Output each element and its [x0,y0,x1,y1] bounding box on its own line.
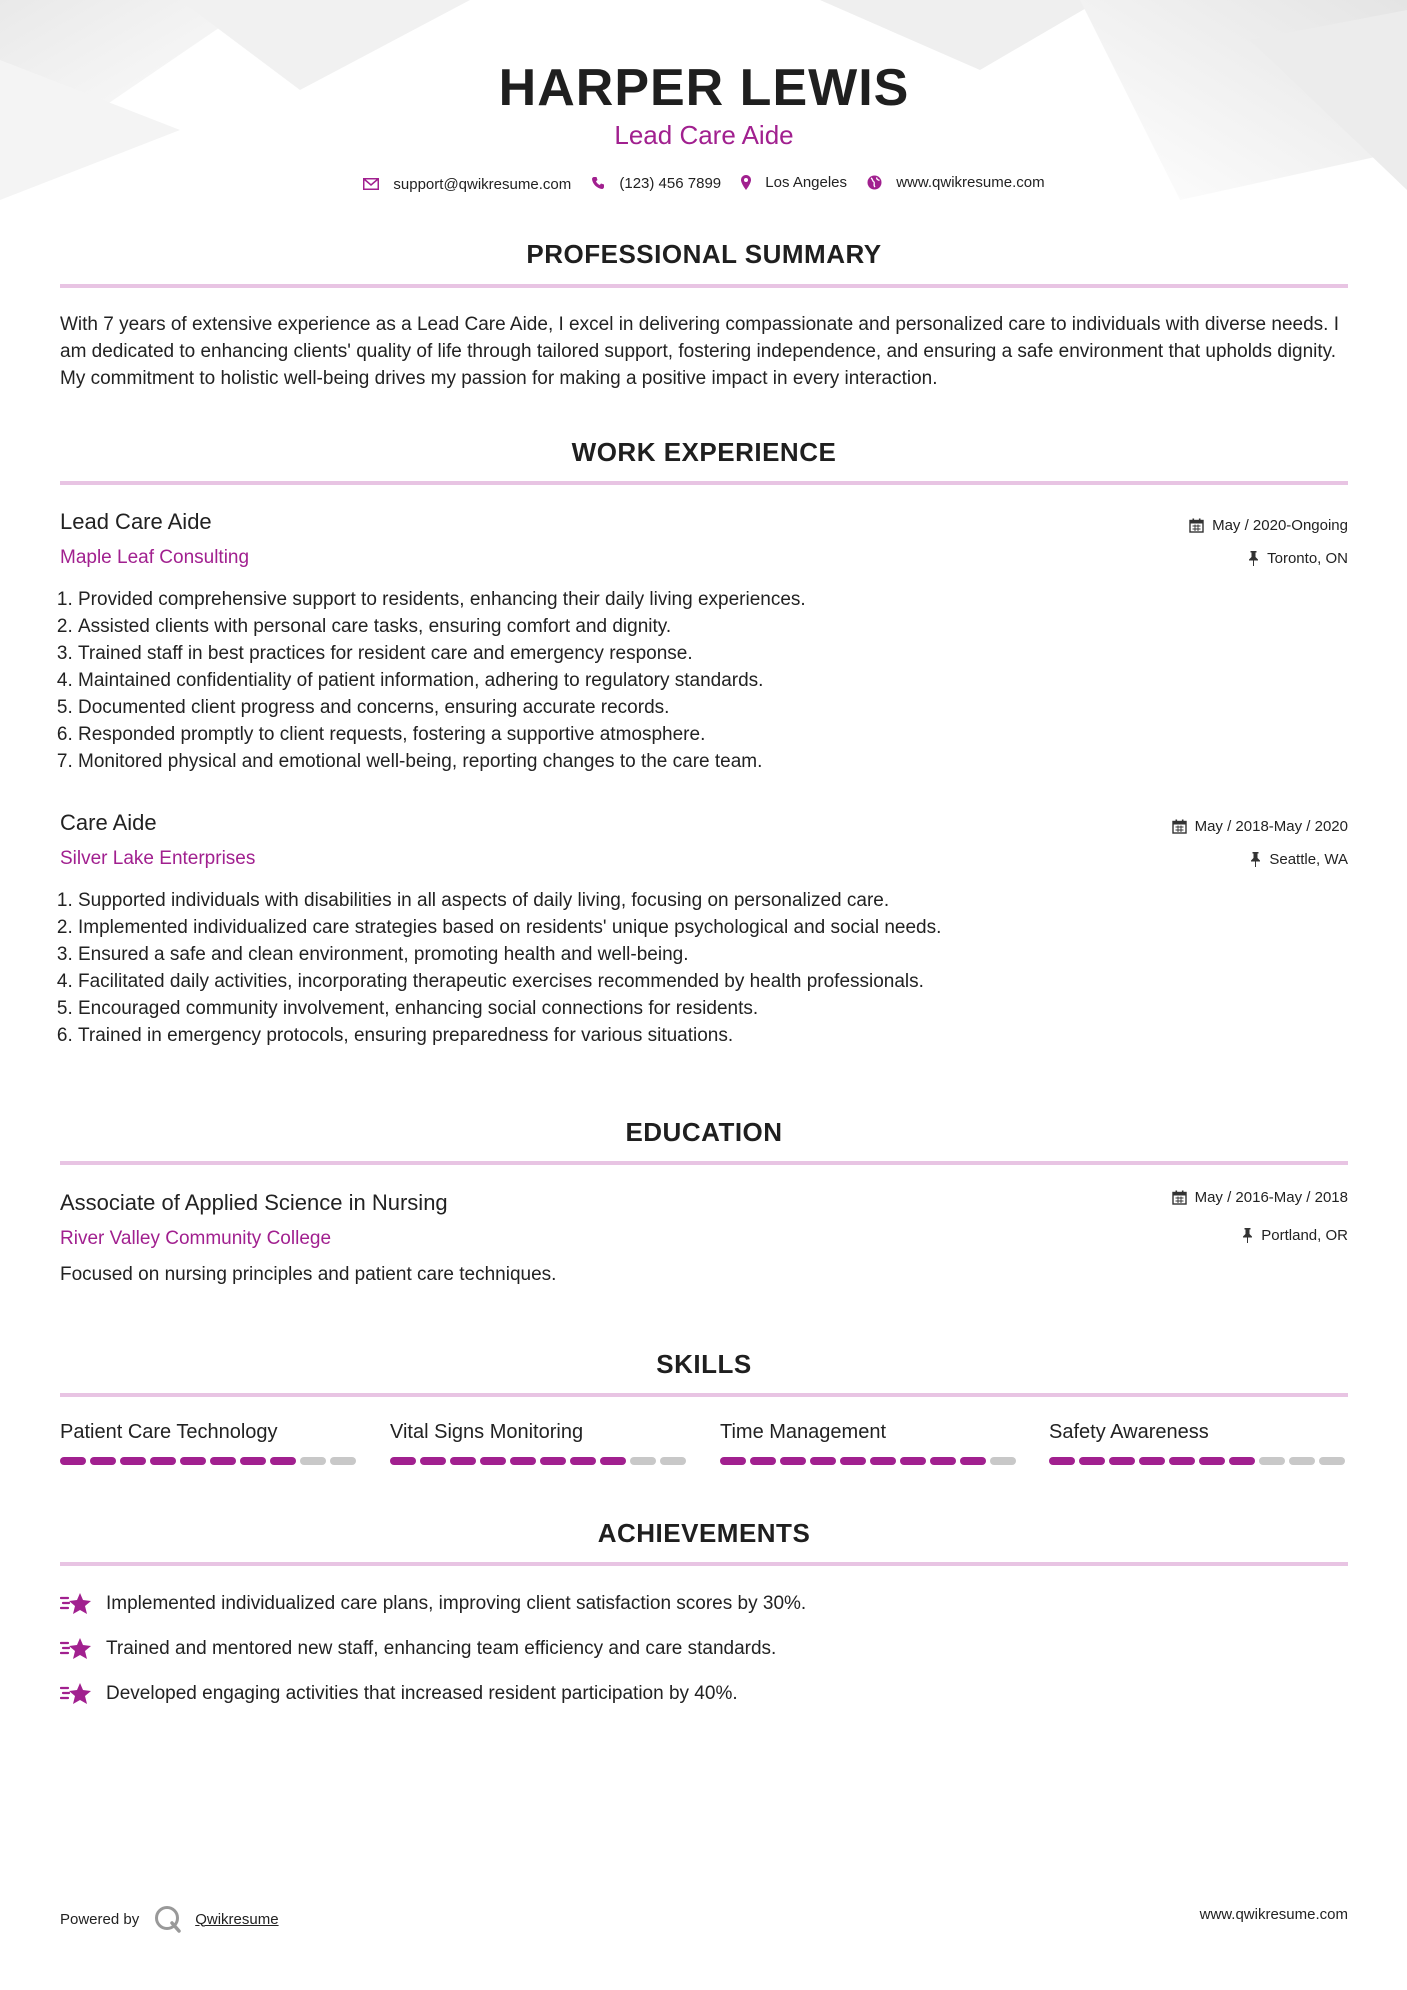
contact-bar [60,174,1348,194]
skill-level-meter [390,1457,690,1465]
skill-item [1049,1421,1349,1465]
skill-dot-empty [1289,1457,1315,1465]
shooting-star-icon [60,1680,94,1708]
section-divider [60,1562,1348,1566]
skill-dot-empty [1319,1457,1345,1465]
skill-dot-filled [510,1457,536,1465]
skill-name: Patient Care Technology [60,1421,278,1443]
job-location: Seattle, WA [1250,851,1348,868]
list-item: 5. Documented client progress and concerns, ensuring accurate records. [78,694,1328,721]
skills-heading: SKILLS [656,1349,752,1379]
skill-dot-filled [150,1457,176,1465]
list-item: 3. Ensured a safe and clean environment, promoting health and well-being. [78,941,1328,968]
education-description: Focused on nursing principles and patient care techniques. [60,1264,557,1285]
candidate-name: HARPER LEWIS [498,59,910,117]
skill-dot-empty [1259,1457,1285,1465]
skill-dot-filled [900,1457,926,1465]
globe-icon [867,175,882,190]
list-item: 5. Encouraged community involvement, enhancing social connections for residents. [78,995,1328,1022]
list-item: 1. Supported individuals with disabilities in all aspects of daily living, focusing on personalized care. [78,887,1328,914]
skill-item [60,1421,360,1465]
phone-icon [591,176,605,190]
calendar-icon [1172,1190,1187,1205]
list-item: 3. Trained staff in best practices for resident care and emergency response. [78,640,1328,667]
section-divider [60,481,1348,485]
skill-dot-filled [1169,1457,1195,1465]
contact-website[interactable]: www.qwikresume.com [867,174,1044,191]
job-dates: May / 2020-Ongoing [1189,517,1348,534]
education-location: Portland, OR [1242,1227,1348,1244]
achievement-item: Developed engaging activities that increased resident participation by 40%. [60,1680,738,1708]
skill-dot-filled [120,1457,146,1465]
list-item: 1. Provided comprehensive support to residents, enhancing their daily living experiences. [78,586,1328,613]
skill-dot-filled [570,1457,596,1465]
skill-dot-filled [420,1457,446,1465]
contact-email[interactable]: support@qwikresume.com [363,176,571,193]
job-location: Toronto, ON [1248,550,1348,567]
skill-name: Time Management [720,1421,886,1443]
shooting-star-icon [60,1590,94,1618]
skill-item [720,1421,1020,1465]
summary-text: With 7 years of extensive experience as a Lead Care Aide, I excel in delivering compassionate and personalized care to individuals with diverse needs. I am dedicated to enhancing clients' quality of life through tailored support, fostering independence, and ensuring a safe environment that upholds dignity. My commitment to holistic well-being drives my passion for making a positive impact in every interaction. [60,314,1339,389]
skill-level-meter [60,1457,360,1465]
skill-dot-filled [180,1457,206,1465]
job-title: Care Aide [60,810,157,835]
map-marker-icon [741,175,751,190]
contact-phone[interactable]: (123) 456 7899 [591,175,721,192]
footer-powered-by: Powered by Qwikresume [60,1904,279,1934]
school-name: River Valley Community College [60,1228,332,1249]
skill-dot-filled [930,1457,956,1465]
skill-dot-filled [780,1457,806,1465]
list-item: 2. Assisted clients with personal care tasks, ensuring comfort and dignity. [78,613,1328,640]
qwikresume-link[interactable]: Qwikresume [195,1910,279,1928]
achievement-item: Implemented individualized care plans, improving client satisfaction scores by 30%. [60,1590,806,1618]
candidate-role: Lead Care Aide [614,120,794,150]
skill-level-meter [1049,1457,1349,1465]
section-divider [60,1393,1348,1397]
skill-dot-filled [540,1457,566,1465]
skill-dot-filled [750,1457,776,1465]
skill-dot-filled [1079,1457,1105,1465]
skill-dot-filled [1049,1457,1075,1465]
pushpin-icon [1242,1228,1253,1243]
calendar-icon [1172,819,1187,834]
skill-dot-filled [1139,1457,1165,1465]
skill-dot-filled [480,1457,506,1465]
skill-dot-filled [840,1457,866,1465]
skill-dot-filled [870,1457,896,1465]
envelope-icon [363,178,379,190]
skill-dot-filled [90,1457,116,1465]
skill-name: Vital Signs Monitoring [390,1421,584,1443]
skill-dot-filled [960,1457,986,1465]
skill-item [390,1421,690,1465]
skill-dot-filled [810,1457,836,1465]
skill-dot-filled [1229,1457,1255,1465]
contact-location: Los Angeles [741,174,847,191]
education-dates: May / 2016-May / 2018 [1172,1189,1348,1206]
degree-title: Associate of Applied Science in Nursing [60,1190,448,1215]
company-name: Silver Lake Enterprises [60,848,256,869]
achievement-item: Trained and mentored new staff, enhancing team efficiency and care standards. [60,1635,776,1663]
section-divider [60,284,1348,288]
skill-dot-empty [630,1457,656,1465]
experience-heading: WORK EXPERIENCE [571,437,837,467]
skill-dot-filled [450,1457,476,1465]
skill-dot-empty [300,1457,326,1465]
list-item: 7. Monitored physical and emotional well-being, reporting changes to the care team. [78,748,1328,775]
skill-dot-filled [600,1457,626,1465]
qwikresume-logo-icon [153,1904,183,1934]
job-duties-list [60,887,1328,1049]
skill-dot-filled [270,1457,296,1465]
job-title: Lead Care Aide [60,509,212,534]
skill-dot-empty [660,1457,686,1465]
skill-dot-empty [990,1457,1016,1465]
list-item: 6. Responded promptly to client requests, fostering a supportive atmosphere. [78,721,1328,748]
list-item: 2. Implemented individualized care strategies based on residents' unique psychological and social needs. [78,914,1328,941]
skill-dot-filled [60,1457,86,1465]
section-divider [60,1161,1348,1165]
job-duties-list [60,586,1328,775]
pushpin-icon [1248,551,1259,566]
calendar-icon [1189,518,1204,533]
list-item: 6. Trained in emergency protocols, ensuring preparedness for various situations. [78,1022,1328,1049]
skill-level-meter [720,1457,1020,1465]
skill-dot-filled [1109,1457,1135,1465]
skill-dot-empty [330,1457,356,1465]
shooting-star-icon [60,1635,94,1663]
list-item: 4. Facilitated daily activities, incorporating therapeutic exercises recommended by health professionals. [78,968,1328,995]
list-item: 4. Maintained confidentiality of patient information, adhering to regulatory standards. [78,667,1328,694]
skill-dot-filled [390,1457,416,1465]
footer-website-link[interactable]: www.qwikresume.com [1199,1906,1348,1923]
achievements-heading: ACHIEVEMENTS [597,1518,811,1548]
education-heading: EDUCATION [625,1117,783,1147]
job-dates: May / 2018-May / 2020 [1172,818,1348,835]
skill-dot-filled [1199,1457,1225,1465]
skill-dot-filled [720,1457,746,1465]
pushpin-icon [1250,852,1261,867]
skill-dot-filled [210,1457,236,1465]
company-name: Maple Leaf Consulting [60,547,250,568]
skill-dot-filled [240,1457,266,1465]
summary-heading: PROFESSIONAL SUMMARY [526,239,882,269]
skill-name: Safety Awareness [1049,1421,1209,1443]
